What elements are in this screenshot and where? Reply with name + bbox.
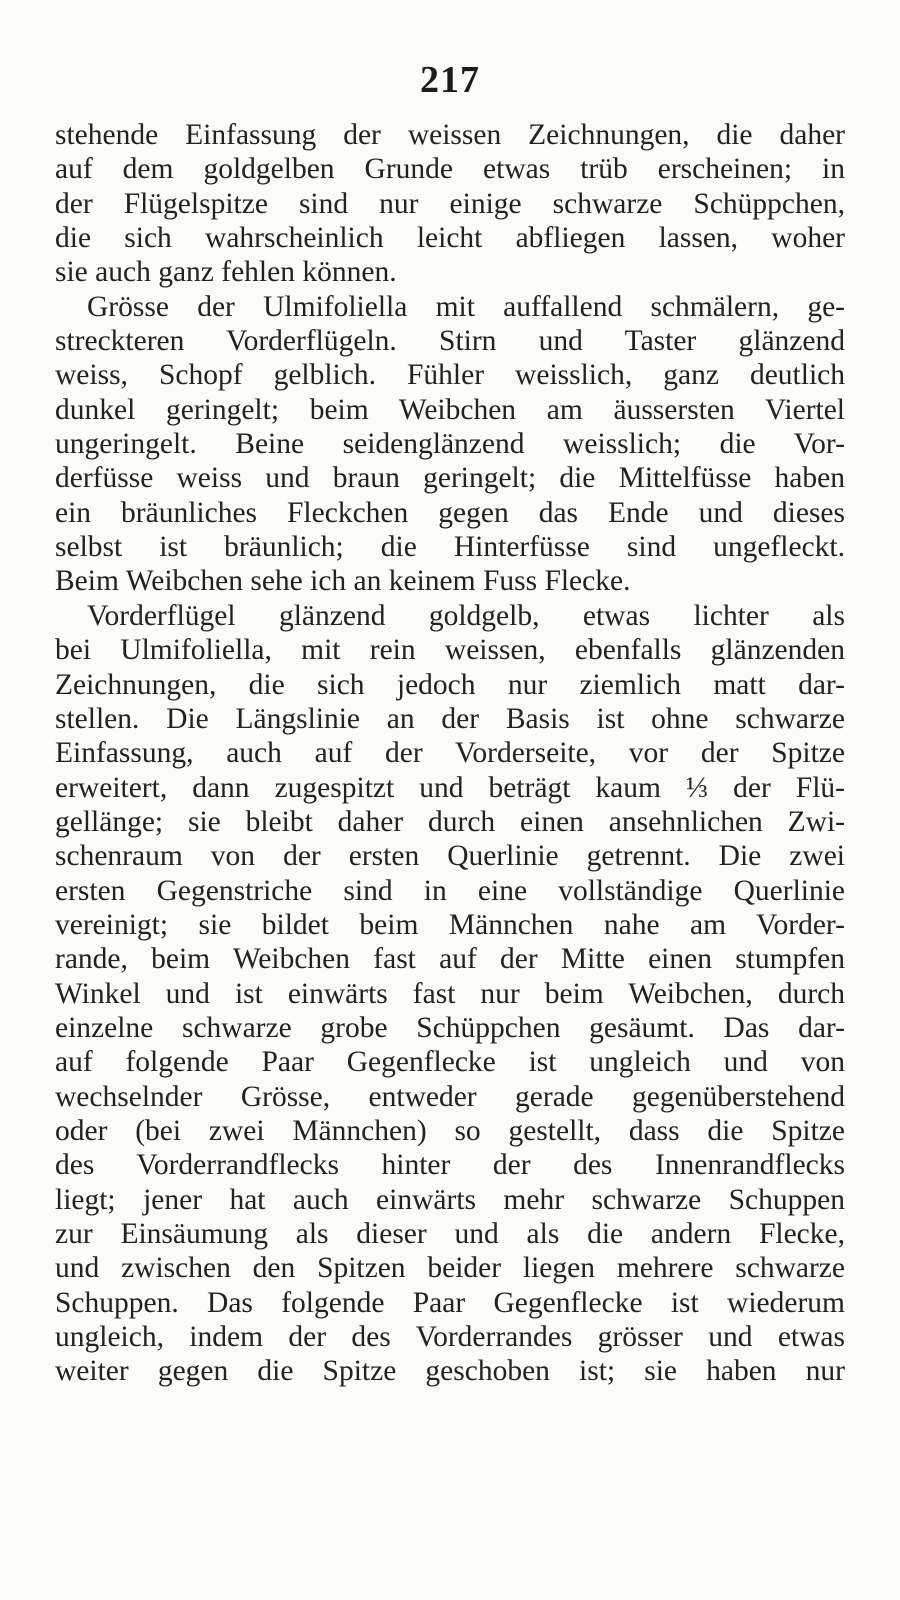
text-line: Winkel und ist einwärts fast nur beim Weibchen, durch — [55, 977, 845, 1010]
text-line: und zwischen den Spitzen beider liegen mehrere schwarze — [55, 1252, 845, 1285]
text-line: sie auch ganz fehlen können. — [55, 256, 397, 289]
text-line: gellänge; sie bleibt daher durch einen ansehnlichen Zwi- — [55, 805, 845, 838]
text-line: weiter gegen die Spitze geschoben ist; sie haben nur — [55, 1355, 845, 1388]
text-line: einzelne schwarze grobe Schüppchen gesäumt. Das dar- — [55, 1011, 845, 1044]
text-line: schenraum von der ersten Querlinie getrennt. Die zwei — [55, 840, 845, 873]
text-line: wechselnder Grösse, entweder gerade gegenüberstehend — [55, 1080, 845, 1113]
text-line: rande, beim Weibchen fast auf der Mitte einen stumpfen — [55, 943, 845, 976]
text-line: ungleich, indem der des Vorderrandes grösser und etwas — [55, 1321, 845, 1354]
text-line: der Flügelspitze sind nur einige schwarze Schüppchen, — [55, 187, 845, 220]
text-line: ungeringelt. Beine seidenglänzend weisslich; die Vor- — [55, 428, 845, 461]
text-line: Beim Weibchen sehe ich an keinem Fuss Flecke. — [55, 565, 631, 598]
text-line: auf folgende Paar Gegenflecke ist ungleich und von — [55, 1046, 845, 1079]
text-line: die sich wahrscheinlich leicht abfliegen lassen, woher — [55, 222, 845, 255]
text-line: erweitert, dann zugespitzt und beträgt kaum ⅓ der Flü- — [55, 771, 845, 804]
text-line: Einfassung, auch auf der Vorderseite, vor der Spitze — [55, 737, 845, 770]
text-line: Vorderflügel glänzend goldgelb, etwas lichter als — [87, 599, 845, 632]
text-line: stehende Einfassung der weissen Zeichnungen, die daher — [55, 119, 845, 151]
text-line: Schuppen. Das folgende Paar Gegenflecke ist wiederum — [55, 1286, 845, 1319]
text-line: oder (bei zwei Männchen) so gestellt, dass die Spitze — [55, 1114, 845, 1147]
text-line: derfüsse weiss und braun geringelt; die Mittelfüsse haben — [55, 462, 845, 495]
text-line: ersten Gegenstriche sind in eine vollständige Querlinie — [55, 874, 845, 907]
text-line: stellen. Die Längslinie an der Basis ist ohne schwarze — [55, 702, 845, 735]
text-line: Zeichnungen, die sich jedoch nur ziemlich matt dar- — [55, 668, 845, 701]
text-line: weiss, Schopf gelblich. Fühler weisslich, ganz deutlich — [55, 359, 845, 392]
text-line: selbst ist bräunlich; die Hinterfüsse sind ungefleckt. — [55, 531, 845, 564]
text-line: liegt; jener hat auch einwärts mehr schwarze Schuppen — [55, 1183, 845, 1216]
text-line: ein bräunliches Fleckchen gegen das Ende und dieses — [55, 496, 845, 529]
text-line: zur Einsäumung als dieser und als die andern Flecke, — [55, 1218, 845, 1250]
text-line: vereinigt; sie bildet beim Männchen nahe am Vorder- — [55, 908, 845, 941]
text-line: dunkel geringelt; beim Weibchen am äussersten Viertel — [55, 393, 845, 426]
body-text — [55, 118, 845, 1389]
text-line: bei Ulmifoliella, mit rein weissen, ebenfalls glänzenden — [55, 634, 845, 667]
page-number: 217 — [420, 59, 480, 101]
text-line: Grösse der Ulmifoliella mit auffallend schmälern, ge- — [87, 290, 845, 323]
text-line: des Vorderrandflecks hinter der des Innenrandflecks — [55, 1149, 845, 1182]
text-line: streckteren Vorderflügeln. Stirn und Taster glänzend — [55, 325, 845, 358]
text-line: auf dem goldgelben Grunde etwas trüb erscheinen; in — [55, 153, 845, 186]
